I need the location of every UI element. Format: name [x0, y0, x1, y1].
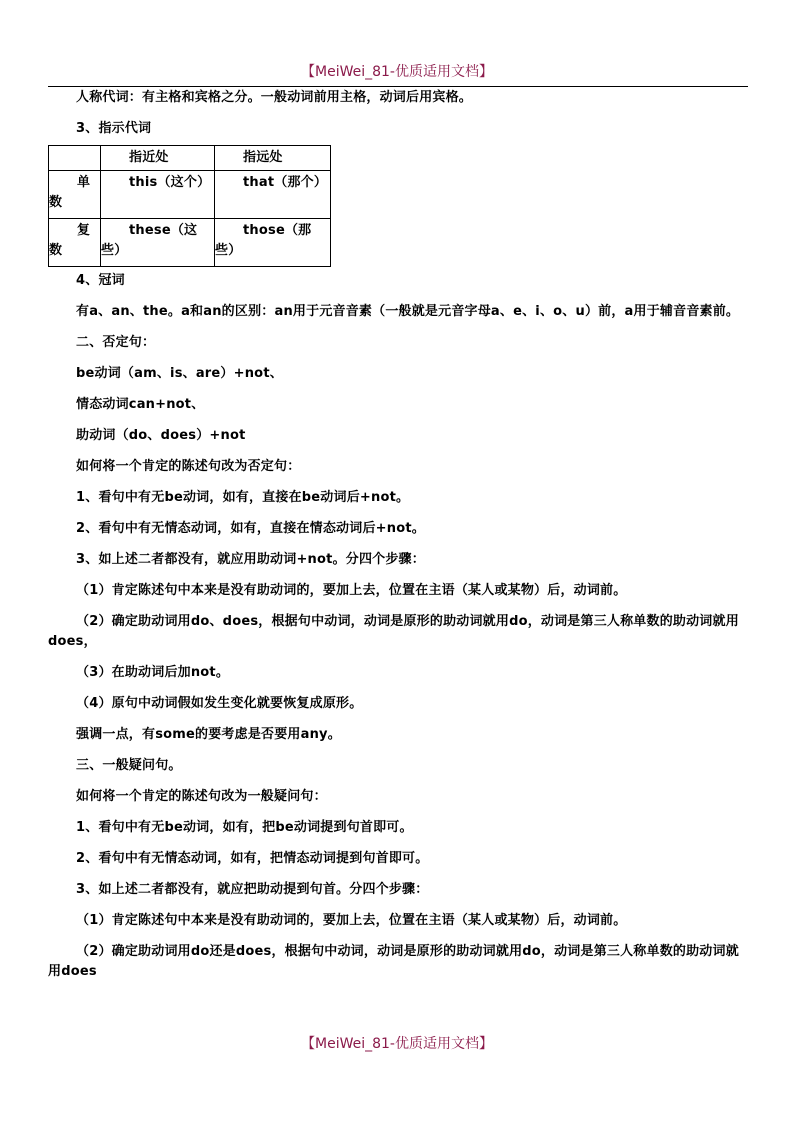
- table-row: [49, 219, 331, 267]
- table-cell-text: those（那些）: [215, 223, 312, 258]
- demonstrative-table: [48, 145, 331, 267]
- negative-line: 2、看句中有无情态动词，如有，直接在情态动词后+not。: [76, 521, 425, 536]
- table-cell: [215, 219, 331, 267]
- row-label-text: 单数: [49, 175, 91, 210]
- document-body: [48, 88, 748, 982]
- table-header-cell: 指近处: [101, 146, 215, 171]
- question-step: （2）确定助动词用do还是does，根据句中动词，动词是原形的助动词就用do，动词是第三人称单数的助动词就用does: [48, 944, 739, 979]
- question-line: 如何将一个肯定的陈述句改为一般疑问句：: [76, 789, 327, 804]
- table-header-row: [49, 146, 331, 171]
- table-header-cell: 指远处: [215, 146, 331, 171]
- negative-step: （3）在助动词后加not。: [76, 665, 230, 680]
- question-step: （1）肯定陈述句中本来是没有助动词的，要加上去，位置在主语（某人或某物）后，动词前。: [76, 913, 627, 928]
- table-cell-text: these（这些）: [101, 223, 198, 258]
- article-text: 有a、an、the。a和an的区别：an用于元音音素（一般就是元音字母a、e、i、o、u）前，a用于辅音音素前。: [76, 304, 740, 319]
- negative-line: 助动词（do、does）+not: [76, 428, 246, 443]
- question-line: 3、如上述二者都没有，就应把助动提到句首。分四个步骤：: [76, 882, 429, 897]
- negative-line: 3、如上述二者都没有，就应用助动词+not。分四个步骤：: [76, 552, 425, 567]
- pronoun-line: 人称代词：有主格和宾格之分。一般动词前用主格，动词后用宾格。: [76, 90, 473, 105]
- table-cell: [101, 219, 215, 267]
- table-cell: this（这个）: [101, 171, 215, 219]
- question-line: 1、看句中有无be动词，如有，把be动词提到句首即可。: [76, 820, 413, 835]
- negative-heading: 二、否定句：: [76, 335, 156, 350]
- question-line: 2、看句中有无情态动词，如有，把情态动词提到句首即可。: [76, 851, 429, 866]
- negative-note: 强调一点，有some的要考虑是否要用any。: [76, 727, 341, 742]
- demonstrative-heading: 3、指示代词: [76, 121, 152, 136]
- negative-line: 如何将一个肯定的陈述句改为否定句：: [76, 459, 301, 474]
- page-header-title: 【MeiWei_81-优质适用文档】: [301, 64, 493, 80]
- row-label-text: 复数: [49, 223, 91, 258]
- negative-line: 情态动词can+not、: [76, 397, 205, 412]
- table-header-cell: [49, 146, 101, 171]
- header-divider: [48, 86, 748, 87]
- table-row-label: [49, 219, 101, 267]
- page-footer-title: 【MeiWei_81-优质适用文档】: [301, 1036, 493, 1052]
- negative-line: 1、看句中有无be动词，如有，直接在be动词后+not。: [76, 490, 410, 505]
- table-row-label: [49, 171, 101, 219]
- article-heading: 4、冠词: [76, 273, 125, 288]
- negative-step: （1）肯定陈述句中本来是没有助动词的，要加上去，位置在主语（某人或某物）后，动词前。: [76, 583, 627, 598]
- negative-line: be动词（am、is、are）+not、: [76, 366, 283, 381]
- negative-step: （4）原句中动词假如发生变化就要恢复成原形。: [76, 696, 363, 711]
- table-row: [49, 171, 331, 219]
- negative-step: （2）确定助动词用do、does，根据句中动词，动词是原形的助动词就用do，动词是第三人称单数的助动词就用does，: [48, 614, 739, 649]
- question-heading: 三、一般疑问句。: [76, 758, 182, 773]
- table-cell: that（那个）: [215, 171, 331, 219]
